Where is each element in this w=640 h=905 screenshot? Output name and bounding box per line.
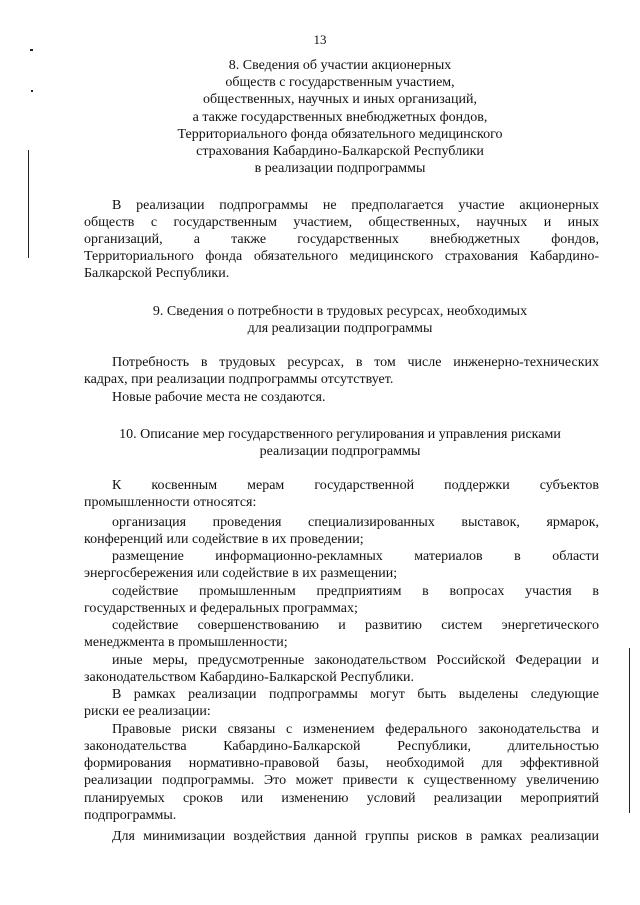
paragraph-line: Территориального фонда обязательного медицинского страхования Кабардино-	[84, 249, 599, 264]
paragraph-line: планируемых сроков или изменению условий реализации мероприятий	[84, 791, 599, 806]
paragraph-line: законодательства Кабардино-Балкарской Республики, длительностью	[84, 739, 599, 754]
paragraph-line: подпрограммы.	[84, 808, 177, 823]
paragraph-line: энергосбережения или содействие в их размещении;	[84, 566, 398, 581]
paragraph-line: Балкарской Республики.	[84, 266, 230, 281]
paragraph-line: В реализации подпрограммы не предполагается участие акционерных	[112, 198, 599, 213]
paragraph-line: реализации подпрограммы. Это может привести к существенному увеличению	[84, 773, 599, 788]
heading-line: обществ с государственным участием,	[225, 75, 455, 91]
heading-line: для реализации подпрограммы	[247, 321, 433, 337]
paragraph-line: организаций, а также государственных внебюджетных фондов,	[84, 232, 599, 247]
page-number: 13	[313, 32, 327, 47]
paragraph-line: Новые рабочие места не создаются.	[112, 390, 326, 405]
heading-line: страхования Кабардино-Балкарской Республики	[196, 144, 484, 160]
paragraph-line: иные меры, предусмотренные законодательством Российской Федерации и	[112, 653, 599, 668]
paragraph-line: государственных и федеральных программах;	[84, 601, 358, 616]
section-heading	[90, 303, 590, 337]
scan-mark	[31, 90, 33, 92]
paragraph-line: организация проведения специализированных выставок, ярмарок,	[112, 515, 599, 530]
paragraph-line: размещение информационно-рекламных материалов в области	[112, 549, 599, 564]
scan-margin-line	[629, 648, 630, 813]
heading-line: общественных, научных и иных организаций,	[203, 92, 477, 108]
paragraph-line: содействие совершенствованию и развитию систем энергетического	[112, 618, 599, 633]
paragraph-line: менеджмента в промышленности;	[84, 635, 288, 650]
paragraph-line: промышленности относятся:	[84, 495, 257, 510]
section-heading	[90, 57, 590, 177]
paragraph-line: содействие промышленным предприятиям в вопросах участия в	[112, 584, 599, 599]
heading-line: а также государственных внебюджетных фондов,	[192, 109, 488, 125]
scan-mark	[30, 49, 33, 51]
paragraph-line: В рамках реализации подпрограммы могут быть выделены следующие	[112, 687, 599, 702]
paragraph-line: Правовые риски связаны с изменением федерального законодательства и	[112, 722, 599, 737]
paragraph-line: конференций или содействие в их проведении;	[84, 532, 364, 547]
heading-line: 8. Сведения об участии акционерных	[228, 58, 452, 73]
paragraph-line: Для минимизации воздействия данной группы рисков в рамках реализации	[112, 829, 599, 844]
heading-line: 10. Описание мер государственного регулирования и управления рисками	[119, 427, 561, 442]
scan-margin-line	[28, 150, 29, 258]
paragraph-line: обществ с государственным участием, общественных, научных и иных	[84, 215, 599, 230]
section-heading	[70, 426, 610, 460]
paragraph-line: Потребность в трудовых ресурсах, в том числе инженерно-технических	[112, 355, 599, 370]
heading-line: Территориального фонда обязательного медицинского	[177, 126, 503, 142]
heading-line: 9. Сведения о потребности в трудовых ресурсах, необходимых	[152, 304, 528, 319]
heading-line: в реализации подпрограммы	[254, 161, 426, 177]
heading-line: реализации подпрограммы	[259, 444, 421, 460]
paragraph-line: законодательством Кабардино-Балкарской Республики.	[84, 670, 415, 685]
paragraph-line: К косвенным мерам государственной поддержки субъектов	[112, 478, 599, 493]
paragraph-line: формирования нормативно-правовой базы, необходимой для эффективной	[84, 756, 599, 771]
paragraph-line: риски ее реализации:	[84, 704, 211, 719]
paragraph-line: кадрах, при реализации подпрограммы отсутствует.	[84, 372, 394, 387]
